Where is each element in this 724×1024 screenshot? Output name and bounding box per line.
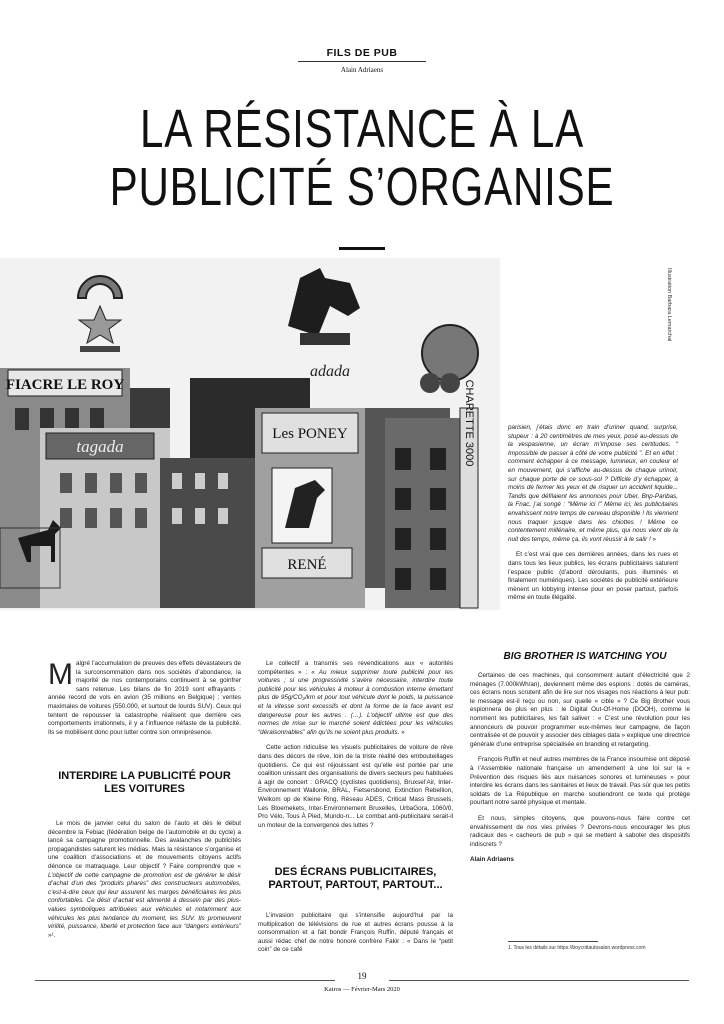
page-title (80, 100, 645, 216)
heading-screens: DES ÉCRANS PUBLICITAIRES, PARTOUT, PARTOUT, PARTOUT... (268, 866, 443, 891)
heading-cars: INTERDIRE LA PUBLICITÉ POUR LES VOITURES (58, 770, 231, 795)
byline: Alain Adriaens (340, 66, 384, 74)
title-line-1: LA RÉSISTANCE À LA (140, 99, 584, 159)
sign-rene: RENÉ (287, 557, 327, 573)
rubric: FILS DE PUB (326, 47, 398, 59)
page-number: 19 (357, 971, 367, 981)
column-1 (48, 660, 241, 744)
city-illustration (0, 258, 500, 610)
sign-charette: CHARETTE 3000 (463, 379, 475, 467)
rubric-rule (298, 61, 426, 62)
intro-paragraph: algré l’accumulation de preuves des effets dévastateurs de la surconsommation dans nos sociétés d’abondance, la majorité de nos contemporains continuent à se goinfrer sans retenue. Les bilans de fin 2019 sont effrayants : année record de vols en avion (35 millions en Belgique) ; ventes maximales de voitures (550.000, et surtout de lourds SUV). Ceux qui tentent de repousser la catastrophe réalisent que derrière ces comportements irrationnels, il y a l’influence néfaste de la publicité. Ils se mobilisent donc pour lutter contre son omniprésence. (48, 660, 241, 736)
column-3-top: parisien, j’étais donc en train d’uriner quand, surprise, stupeur : à 20 centimètres de mes yeux, posé au-dessus de la vespasienne, un écran m’impose ses certitudes. “ Impossible de passer à côté de votre publicité ”. Et en effet : comment échapper à ce message, lumineux, en couleur et en mouvement, qui s’affiche au-dessus de chaque urinoir, sur chaque porte de ce sous-sol ? Difficile d’y échapper, à moins de fermer les yeux et de risquer un accident liquide... Tandis que défilaient les annonces pour Uber, Bnp-Paribas, la Fnac, j’ai songé : “Même ici !” Même ici, les publicitaires envahissent notre temps de cerveau disponible ! Ils viennent nous traquer jusque dans les chiottes ! Même ce contentement millénaire, et même plus, qui nous vient de la nuit des temps, même ça, ils vont réussir à le salir ! » Et c’est vrai que ces dernières années, dans les rues et dans tous les lieux publics, les écrans publicitaires saturent l’espace public (d’abord déroulants, puis illuminés et finalement numériques). Les sociétés de publicité extérieure mènent un lobbying intense pour en poser partout, parfois même en toute illégalité. (508, 424, 678, 602)
sign-poney: Les PONEY (272, 426, 348, 442)
heading-big-brother: BIG BROTHER IS WATCHING YOU (503, 651, 667, 662)
issue-footer: Kairos — Février-Mars 2020 (324, 986, 400, 993)
column-2-end: L’invasion publicitaire qui s’intensifie aujourd’hui par la multiplication de télévisions de rue et autres écrans pousse à la consommation et a fait bondir François Ruffin, député français et aussi rédac chef de notre honoré confrère Fakir : « Dans le “petit coin” de ce café (258, 912, 453, 954)
signature: Alain Adriaens (470, 856, 514, 864)
title-divider (339, 247, 385, 250)
drop-cap: M (48, 658, 73, 691)
title-line-2: PUBLICITÉ S’ORGANISE (109, 157, 615, 217)
sign-tagada: tagada (76, 437, 124, 456)
sign-fiacre: FIACRE LE ROY (5, 377, 125, 393)
illustration-credit: Illustration Barbara Lemarchal (666, 268, 672, 342)
footnote: 1. Tous les détails sur https://boycottautosalon.wordpress.com (508, 945, 646, 951)
column-2: Le collectif a transmis ses revendications aux « autorités compétentes » : « Au mieux supprimer toute publicité pour les voitures ; si une progressivité s’avère nécessaire, interdire toute publicité pour les véhicules à moteur à combustion interne émettant plus de 95g/CO₂/km et pour tout véhicule dont le poids, la puissance et la vitesse sont excessifs et dont la forme de la face avant est dangereuse pour les autres . (…). L’objectif ultime est que des normes de mise sur le marché soient édictées pour les véhicules “déraisonnables” afin qu’ils ne soient plus produits. » Cette action ridiculise les visuels publicitaires de voiture de rêve dans des décors de rêve, loin de la triste réalité des embouteillages quotidiens. Ce qui est réjouissant est qu’elle est portée par une coalition unissant des organisations de divers secteurs peu habituées à agir de concert : GRACQ (cyclistes quotidiens), Bruxsel’Air, Inter-Environnement Wallonie, BRAL, Fietsersbond, Extinction Rebellion, Welkom op de Kleine Ring, Réseau ADES, Critical Mass Brussels, Les Bloemekets, Inter-Environnement Bruxelles, UrbaGora, 1060/0, Pro Vélo, Tous À Pied, Mundo-n... Le combat anti-publicitaire serait-il un moteur de la convergence des luttes ? (258, 660, 453, 829)
column-1-body: Le mois de janvier celui du salon de l’auto et dès le début décembre la Febiac (fédération belge de l’automobile et du cycle) a lancé sa campagne promotionnelle. Des avalanches de publicités propagandistes saturent les médias. Mais la résistance s’organise et une coalition d’associations et de mouvements citoyens actifs dénonce ce matraquage. Leur objectif ? Faire comprendre que « L’objectif de cette campagne de promotion est de générer le désir d’achat d’un des “produits phares” des constructeurs automobiles, c’est-à-dire ceux qui leur assurent les marges bénéficiaires les plus confortables. Ce désir d’achat est alimenté à dessein par des plus-values symboliques attribuées aux véhicules et notamment aux véhicules les plus tendance du moment, les SUV. Ils promeuvent virilité, puissance, liberté et protection face aux “dangers extérieurs” »¹. (48, 820, 241, 939)
sign-adada: adada (310, 363, 350, 380)
column-3-body: Certaines de ces machines, qui consomment autant d’électricité que 2 ménages (7.000kWh/an), deviennent même des espions : dotés de caméras, ces écrans nous scrutent afin de lire sur nos visages nos réactions à leur pub: le message est-il reçu ou non, sur quelle « cible » ? Ce Big Brother vous espionnera de plus en plus : le Digital Out-Of-Home (DOOH), comme le nomment les publicitaires, les fait saliver : « C’est une révolution pour les annonceurs de pouvoir programmer eux-mêmes leur campagne, de façon centralisée et de pouvoir y associer des ciblages data » explique une directrice générale d’une entreprise spécialisée en branding et retargeting. François Ruffin et neuf autres membres de la France insoumise ont déposé à l’Assemblée nationale française un amendement à une loi sur la « Prévention des risques liés aux nuisances sonores et lumineuses » pour interdire les écrans dans les sanitaires et lieux de travail. Pas sûr que les petits soldats de La République en marche soutiendront ce texte qui protège pourtant notre santé physique et mentale. Et nous, simples citoyens, que pouvons-nous faire contre cet envahissement de nos vies privées ? Devrons-nous encourager les plus radicaux des « cacheurs de pub » qui se mettent à saboter des dispositifs indiscrets ? Alain Adriaens (470, 672, 690, 864)
coalition-paragraph: Cette action ridiculise les visuels publicitaires de voiture de rêve dans des décors de rêve, loin de la triste réalité des embouteillages quotidiens. Ce qui est réjouissant est qu’elle est portée par une coalition unissant des organisations de divers secteurs peu habituées à agir de concert : GRACQ (cyclistes quotidiens), Bruxsel’Air, Inter-Environnement Wallonie, BRAL, Fietsersbond, Extinction Rebellion, Welkom op de Kleine Ring, Réseau ADES, Critical Mass Brussels, Les Bloemekets, Inter-Environnement Bruxelles, UrbaGora, 1060/0, Pro Vélo, Tous À Pied, Mundo-n... Le combat anti-publicitaire serait-il un moteur de la convergence des luttes ? (258, 744, 453, 829)
footnote-divider (508, 941, 598, 942)
